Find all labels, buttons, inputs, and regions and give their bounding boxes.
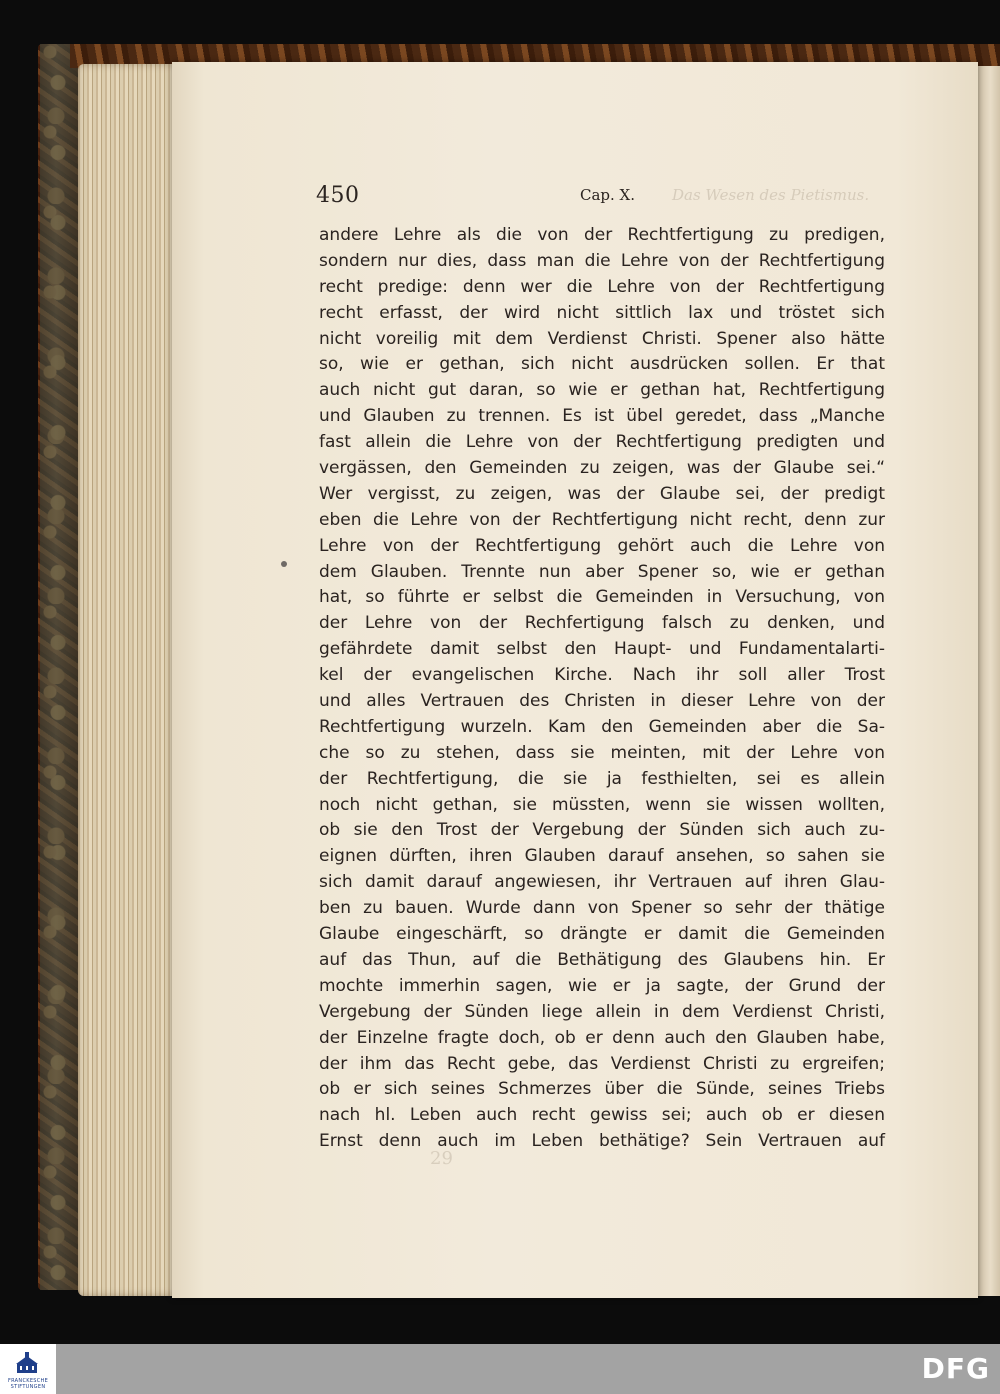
- text-line: der ihm das Recht gebe, das Verdienst Christi zu ergreifen;: [319, 1053, 885, 1074]
- text-line: sich damit darauf angewiesen, ihr Vertrauen auf ihren Glau-: [319, 872, 885, 893]
- text-line: ben zu bauen. Wurde dann von Spener so sehr der thätige: [319, 898, 885, 919]
- text-line: vergässen, den Gemeinden zu zeigen, was der Glaube sei.“: [319, 458, 885, 479]
- text-line: und alles Vertrauen des Christen in dieser Lehre von der: [319, 691, 885, 712]
- margin-dot-mark: [281, 561, 287, 567]
- running-title: Cap. X.: [580, 186, 636, 204]
- text-line: recht predige: denn wer die Lehre von der Rechtfertigung: [319, 276, 885, 297]
- text-line: der Einzelne fragte doch, ob er denn auch den Glauben habe,: [319, 1027, 885, 1048]
- text-line: auf das Thun, auf die Bethätigung des Glaubens hin. Er: [319, 949, 885, 970]
- text-line: so, wie er gethan, sich nicht ausdrücken sollen. Er that: [319, 354, 885, 375]
- text-line: Glaube eingeschärft, so drängte er damit die Gemeinden: [319, 924, 885, 945]
- bleed-through-heading: Das Wesen des Pietismus.: [672, 186, 870, 204]
- text-line: der Lehre von der Rechfertigung falsch zu denken, und: [319, 613, 885, 634]
- text-line: hat, so führte er selbst die Gemeinden in Versuchung, von: [319, 587, 885, 608]
- text-line: nicht voreilig mit dem Verdienst Christi. Spener also hätte: [319, 328, 885, 349]
- dfg-logo[interactable]: DFG: [921, 1352, 990, 1385]
- text-line: nach hl. Leben auch recht gewiss sei; auch ob er diesen: [319, 1105, 885, 1126]
- text-line: eignen dürften, ihren Glauben darauf ansehen, so sahen sie: [319, 846, 885, 867]
- bleed-through-signature: 29: [430, 1148, 453, 1169]
- text-line: sondern nur dies, dass man die Lehre von der Rechtfertigung: [319, 250, 885, 271]
- text-line: ob sie den Trost der Vergebung der Sünden sich auch zu-: [319, 820, 885, 841]
- text-line: ob er sich seines Schmerzes über die Sünde, seines Triebs: [319, 1079, 885, 1100]
- text-line: kel der evangelischen Kirche. Nach ihr soll aller Trost: [319, 665, 885, 686]
- text-line: noch nicht gethan, sie müssten, wenn sie wissen wollten,: [319, 794, 885, 815]
- text-line: eben die Lehre von der Rechtfertigung nicht recht, denn zur: [319, 509, 885, 530]
- footer-bar: [0, 1344, 1000, 1394]
- text-line: andere Lehre als die von der Rechtfertigung zu predigen,: [319, 225, 885, 245]
- page-block-edges: [78, 64, 186, 1296]
- text-line: mochte immerhin sagen, wie er ja sagte, der Grund der: [319, 975, 885, 996]
- building-emblem-icon: [14, 1350, 40, 1376]
- francke-foundation-logo[interactable]: [0, 1344, 56, 1394]
- facing-page-edge: [976, 66, 1000, 1296]
- page-number: 450: [316, 183, 360, 208]
- text-line: der Rechtfertigung, die sie ja festhielten, sei es allein: [319, 768, 885, 789]
- text-line: und Glauben zu trennen. Es ist übel geredet, dass „Manche: [319, 406, 885, 427]
- text-line: recht erfasst, der wird nicht sittlich lax und tröstet sich: [319, 302, 885, 323]
- francke-logo-text: FRANCKESCHE STIFTUNGEN: [7, 1378, 49, 1390]
- text-line: che so zu stehen, dass sie meinten, mit der Lehre von: [319, 742, 885, 763]
- body-text: [319, 223, 885, 1155]
- text-line: Lehre von der Rechtfertigung gehört auch die Lehre von: [319, 535, 885, 556]
- text-line: dem Glauben. Trennte nun aber Spener so, wie er gethan: [319, 561, 885, 582]
- text-line: Vergebung der Sünden liege allein in dem Verdienst Christi,: [319, 1001, 885, 1022]
- text-line: Rechtfertigung wurzeln. Kam den Gemeinden aber die Sa-: [319, 716, 885, 737]
- text-line: gefährdete damit selbst den Haupt- und Fundamentalarti-: [319, 639, 885, 660]
- text-line: Ernst denn auch im Leben bethätige? Sein Vertrauen auf: [319, 1131, 885, 1152]
- text-line: fast allein die Lehre von der Rechtfertigung predigten und: [319, 432, 885, 453]
- book-spine-edge: [40, 44, 80, 1290]
- text-line: Wer vergisst, zu zeigen, was der Glaube sei, der predigt: [319, 483, 885, 504]
- text-line: auch nicht gut daran, so wie er gethan hat, Rechtfertigung: [319, 380, 885, 401]
